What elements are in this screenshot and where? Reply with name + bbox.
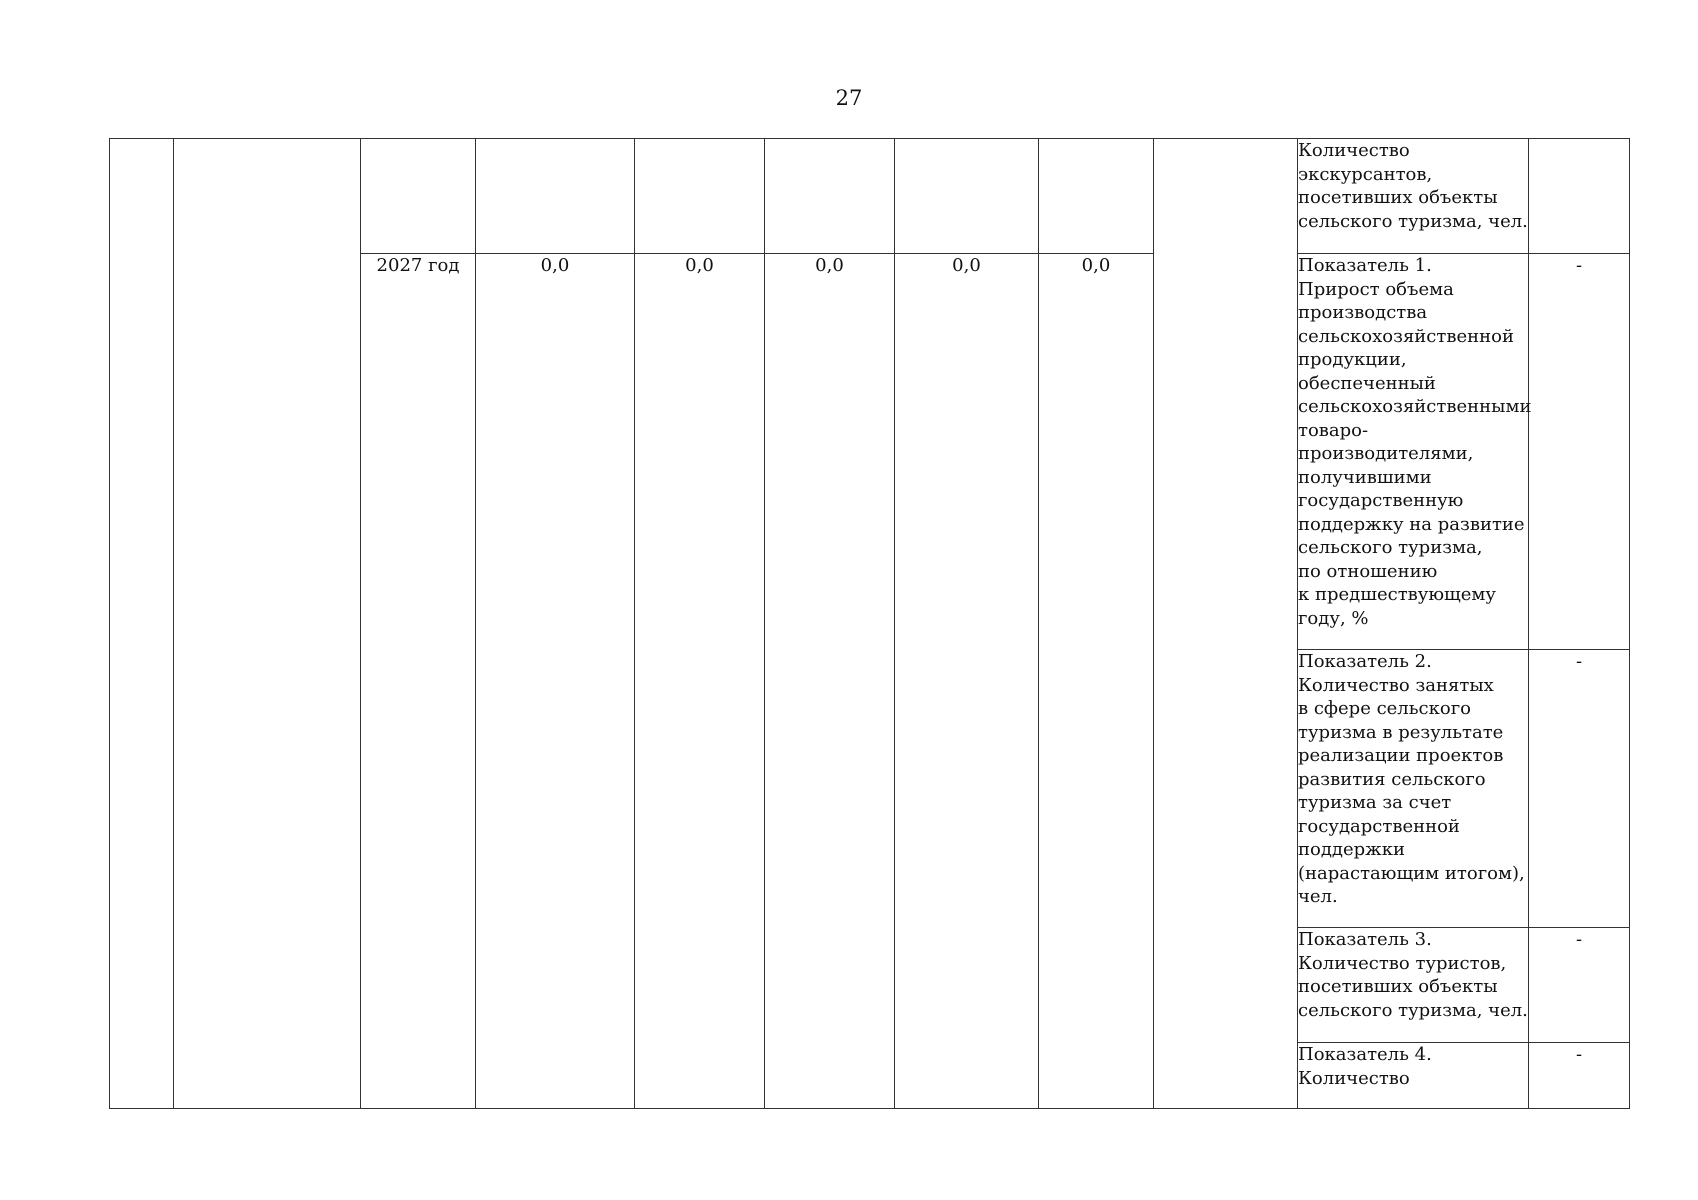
indicator-line: Количество — [1298, 1067, 1410, 1089]
indicator-line: поддержку на развитие — [1298, 513, 1525, 535]
year-cell: 2027 год — [361, 254, 476, 1109]
indicator-line: Количество — [1298, 140, 1410, 161]
program-table — [109, 138, 1630, 1109]
indicator-line: получившими — [1298, 466, 1432, 488]
indicator-line: году, % — [1298, 607, 1369, 629]
value-cell: 0,0 — [1039, 254, 1154, 1109]
indicator-line: сельского туризма, чел. — [1298, 999, 1528, 1021]
indicator-line: к предшествующему — [1298, 584, 1497, 605]
indicator-cell — [1298, 254, 1532, 650]
indicator-line: продукции, — [1298, 349, 1407, 370]
value-cell-previous — [635, 139, 765, 254]
indicator-line: экскурсантов, — [1298, 163, 1433, 185]
indicator-line: Количество занятых — [1298, 674, 1494, 696]
indicator-line: поддержки — [1298, 839, 1405, 860]
indicator-line: развития сельского — [1298, 768, 1486, 790]
indicator-cell — [1298, 1043, 1529, 1109]
value-cell: 0,0 — [765, 254, 895, 1109]
indicator-cell — [1298, 139, 1529, 254]
value-cell-previous — [895, 139, 1039, 254]
indicator-line: (нарастающим итогом), — [1298, 862, 1525, 884]
indicator-line: Прирост объема — [1298, 278, 1454, 300]
indicator-line: реализации проектов — [1298, 745, 1504, 766]
value-cell-previous — [765, 139, 895, 254]
indicator-line: чел. — [1298, 886, 1338, 907]
indicator-value-cell: - — [1529, 650, 1630, 928]
value-cell: 0,0 — [635, 254, 765, 1109]
indicator-value-cell — [1529, 139, 1630, 254]
name-cell — [174, 139, 361, 1109]
indicator-line: государственную — [1298, 490, 1464, 511]
page-number: 27 — [835, 86, 863, 110]
indicator-line: Показатель 2. — [1298, 651, 1432, 672]
indicator-line: посетивших объекты — [1298, 187, 1498, 208]
indicator-line: туризма в результате — [1298, 721, 1504, 743]
number-cell — [110, 139, 174, 1109]
indicator-line: сельского туризма, чел. — [1298, 210, 1528, 232]
indicator-line: обеспеченный — [1298, 372, 1436, 394]
indicator-line: производства — [1298, 302, 1428, 323]
year-cell-previous — [361, 139, 476, 254]
value-cell-previous — [476, 139, 635, 254]
indicator-line: Количество туристов, — [1298, 952, 1507, 974]
indicator-value-cell: - — [1529, 928, 1630, 1043]
indicator-line: Показатель 3. — [1298, 929, 1432, 950]
value-cell: 0,0 — [476, 254, 635, 1109]
indicator-cell — [1298, 928, 1529, 1043]
executor-cell — [1154, 139, 1298, 1109]
indicator-line: Показатель 4. — [1298, 1044, 1432, 1065]
value-cell-previous — [1039, 139, 1154, 254]
indicator-line: товаро- — [1298, 419, 1369, 441]
indicator-line: сельского туризма, — [1298, 537, 1483, 558]
indicator-line: производителями, — [1298, 443, 1474, 464]
indicator-value-cell: - — [1529, 254, 1630, 650]
indicator-line: государственной — [1298, 815, 1460, 837]
indicator-line: посетивших объекты — [1298, 976, 1498, 997]
indicator-value-cell: - — [1529, 1043, 1630, 1109]
value-cell: 0,0 — [895, 254, 1039, 1109]
table-row — [110, 139, 1630, 254]
indicator-line: в сфере сельского — [1298, 698, 1471, 719]
indicator-line: Показатель 1. — [1298, 255, 1432, 276]
indicator-line: сельскохозяйственной — [1298, 325, 1514, 347]
indicator-line: по отношению — [1298, 560, 1438, 582]
indicator-cell — [1298, 650, 1529, 928]
indicator-line: сельскохозяйственными — [1298, 396, 1532, 417]
indicator-line: туризма за счет — [1298, 792, 1452, 813]
